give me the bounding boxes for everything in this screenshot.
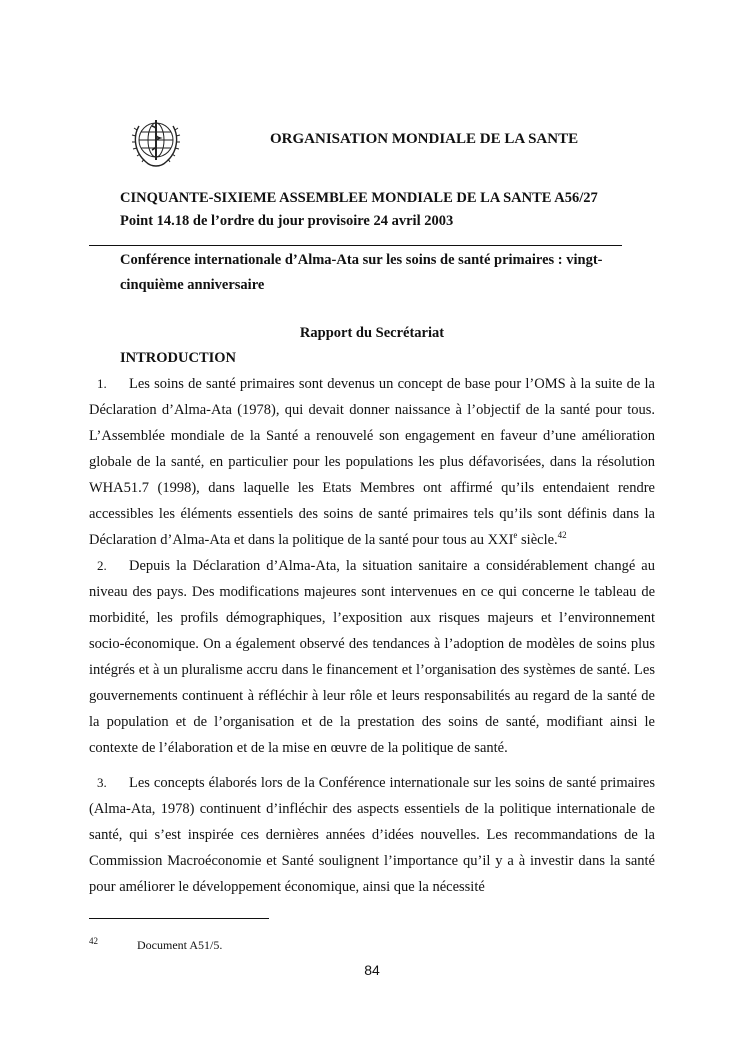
- document-subject: Conférence internationale d’Alma-Ata sur les soins de santé primaires : vingt-cinquième anniversaire: [120, 252, 603, 293]
- header-divider: [89, 245, 622, 246]
- section-heading: INTRODUCTION: [120, 350, 237, 366]
- footnote-reference: 42: [557, 530, 567, 541]
- footnote-mark: 42: [89, 936, 98, 946]
- footnote-divider: [89, 918, 269, 919]
- paragraph-text: Les soins de santé primaires sont devenus un concept de base pour l’OMS à la suite de la Déclaration d’Alma-Ata (1978), qui devait donner naissance à l’objectif de la santé pour tous. L’Assemblée mondiale de la Santé a renouvelé son engagement en faveur d’une amélioration globale de la santé, en particulier pour les populations les plus défavorisées, dans la résolution WHA51.7 (1998), dans laquelle les Etats Membres ont affirmé qu’ils entendaient rendre accessibles les éléments essentiels des soins de santé primaires tels qu’ils sont définis dans la Déclaration d’Alma-Ata et dans la politique de la santé pour tous au XXI: [89, 376, 655, 548]
- agenda-point-line: Point 14.18 de l’ordre du jour provisoire 24 avril 2003: [120, 213, 454, 229]
- paragraph-number: 1.: [97, 376, 107, 391]
- paragraph-2: [89, 553, 655, 761]
- paragraph-text: Les concepts élaborés lors de la Conférence internationale sur les soins de santé primaires (Alma-Ata, 1978) continuent d’infléchir des aspects essentiels de la politique internationale de santé, qui s’est inspirée ces dernières années d’idées nouvelles. Les recommandations de la Commission Macroéconomie et Santé soulignent l’importance qu’il y a à investir dans la santé pour améliorer le développement économique, ainsi que la nécessité: [89, 775, 655, 895]
- organization-title: ORGANISATION MONDIALE DE LA SANTE: [270, 131, 579, 147]
- page-number: 84: [364, 962, 380, 978]
- paragraph-1: [89, 371, 655, 553]
- footnote-text: Document A51/5.: [137, 938, 223, 952]
- century-superscript: e: [513, 530, 518, 541]
- who-emblem-icon: [129, 114, 183, 172]
- report-title: Rapport du Secrétariat: [299, 325, 445, 341]
- paragraph-number: 2.: [97, 558, 107, 573]
- paragraph-3: [89, 770, 655, 900]
- assembly-line: CINQUANTE-SIXIEME ASSEMBLEE MONDIALE DE LA SANTE A56/27: [120, 190, 598, 206]
- paragraph-text-end: siècle.: [517, 532, 558, 548]
- paragraph-text: Depuis la Déclaration d’Alma-Ata, la situation sanitaire a considérablement changé au niveau des pays. Des modifications majeures sont intervenues en ce qui concerne le tableau de morbidité, les profils démographiques, l’exposition aux risques majeurs et l’environnement socio-économique. On a également observé des tendances à l’adoption de modèles de soins plus intégrés et à un pluralisme accru dans le financement et l’organisation des systèmes de santé. Les gouvernements continuent à réfléchir à leur rôle et leurs responsabilités au regard de la santé de la population et de l’organisation et de la prestation des soins de santé, modifiant ainsi le contexte de l’élaboration et de la mise en œuvre de la politique de santé.: [89, 558, 655, 756]
- paragraph-number: 3.: [97, 775, 107, 790]
